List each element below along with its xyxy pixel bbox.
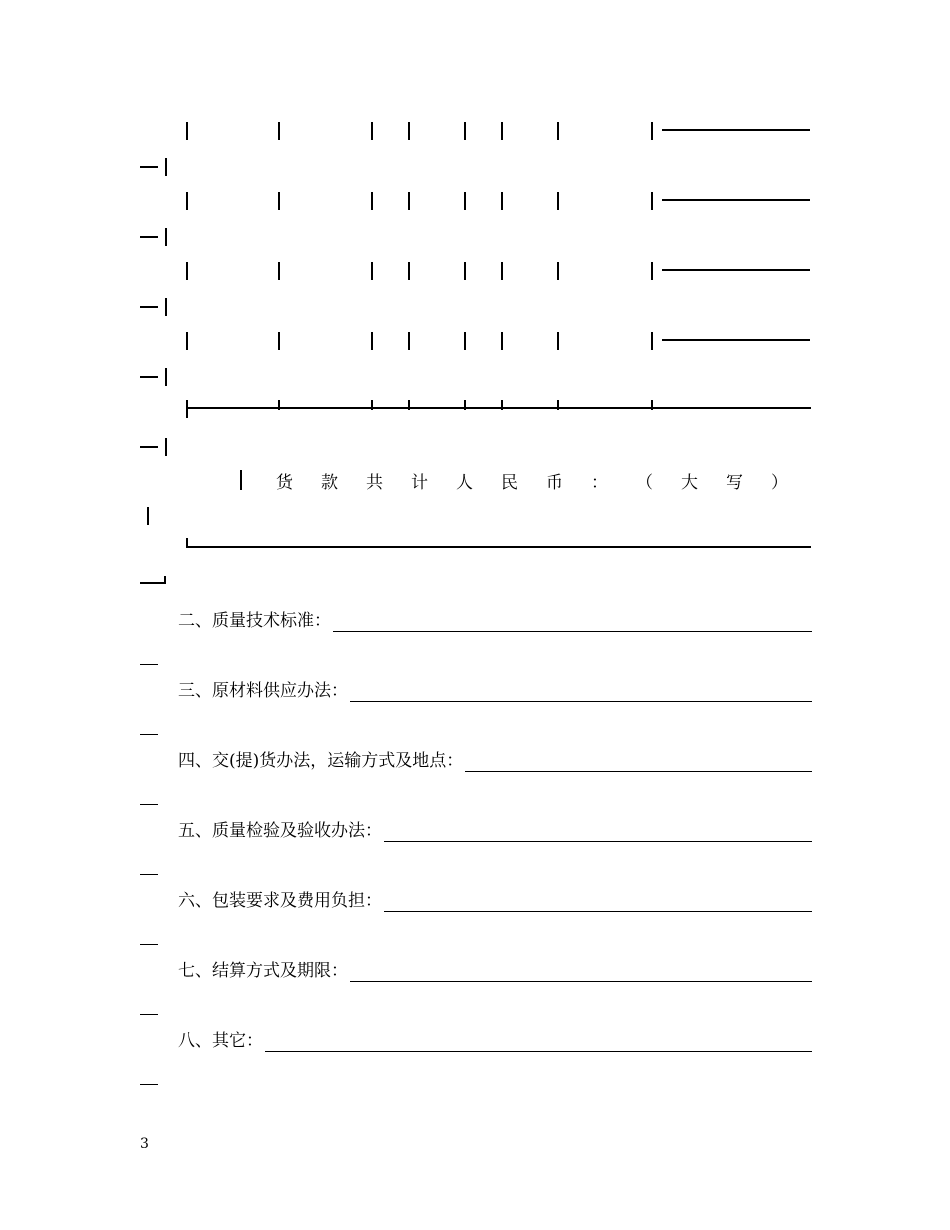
table-cell-divider (501, 332, 503, 350)
table-cell-divider (651, 122, 653, 140)
section-other (178, 1028, 812, 1052)
table-divider-tick (371, 400, 373, 410)
total-row-wrap-bar (147, 507, 149, 525)
total-char: ） (771, 472, 788, 493)
table-wrap-bar (165, 298, 167, 316)
section-delivery (178, 748, 812, 772)
table-cell-divider (278, 192, 280, 210)
table-divider-tick (408, 400, 410, 410)
wrap-dash (140, 1014, 158, 1015)
table-cell-divider (186, 262, 188, 280)
total-char: 民 (501, 472, 518, 493)
fill-in-line (350, 683, 812, 702)
table-cell-divider (651, 332, 653, 350)
total-char: 大 (681, 472, 698, 493)
wrap-dash (140, 804, 158, 805)
table-wrap-line (140, 446, 158, 448)
table-wrap-line (140, 236, 158, 238)
table-cell-divider (501, 262, 503, 280)
table-cell-divider (371, 122, 373, 140)
table-bottom-border (186, 546, 811, 548)
table-cell-divider (557, 262, 559, 280)
table-cell-divider (557, 192, 559, 210)
total-amount-row (262, 468, 802, 492)
table-cell-divider (278, 332, 280, 350)
page-number: 3 (140, 1136, 149, 1152)
table-cell-divider (408, 262, 410, 280)
total-char: 款 (321, 472, 338, 493)
table-cell-divider (408, 192, 410, 210)
total-row-left-bar (240, 470, 242, 490)
section-label: 六、包装要求及费用负担： (178, 891, 382, 911)
table-cell-divider (371, 192, 373, 210)
table-cell-divider (501, 122, 503, 140)
table-cell-divider (464, 122, 466, 140)
fill-in-line (350, 963, 812, 982)
table-cell-divider (186, 332, 188, 350)
table-cell-divider (464, 332, 466, 350)
table-cell-divider (557, 122, 559, 140)
table-cell-divider (464, 262, 466, 280)
section-label: 七、结算方式及期限： (178, 961, 348, 981)
table-wrap-bar (165, 438, 167, 456)
fill-in-line (384, 823, 812, 842)
table-cell-divider (464, 192, 466, 210)
wrap-dash (140, 874, 158, 875)
table-divider-tick (651, 400, 653, 410)
fill-in-line (333, 613, 812, 632)
table-row-rule (662, 129, 810, 131)
table-cell-divider (651, 192, 653, 210)
wrap-dash (140, 734, 158, 735)
table-row-rule (662, 269, 810, 271)
table-divider-tick (278, 400, 280, 410)
table-bottom-wrap-corner (164, 576, 166, 584)
table-bottom-wrap-line (140, 582, 164, 584)
section-label: 三、原材料供应办法： (178, 681, 348, 701)
total-char: ： (591, 472, 608, 493)
table-divider-left (186, 400, 188, 418)
table-cell-divider (651, 262, 653, 280)
table-cell-divider (408, 332, 410, 350)
total-char: （ (636, 472, 653, 493)
table-wrap-bar (165, 368, 167, 386)
table-divider-tick (501, 400, 503, 410)
total-char: 货 (276, 472, 293, 493)
total-char: 人 (456, 472, 473, 493)
table-cell-divider (186, 192, 188, 210)
fill-in-line (384, 893, 812, 912)
section-settlement (178, 958, 812, 982)
total-char: 计 (411, 472, 428, 493)
table-cell-divider (408, 122, 410, 140)
table-row-rule (662, 199, 810, 201)
table-cell-divider (186, 122, 188, 140)
section-packaging (178, 888, 812, 912)
section-label: 四、交(提)货办法，运输方式及地点： (178, 751, 464, 771)
section-quality-standard (178, 608, 812, 632)
wrap-dash (140, 944, 158, 945)
table-wrap-bar (165, 228, 167, 246)
table-wrap-bar (165, 158, 167, 176)
table-cell-divider (501, 192, 503, 210)
table-wrap-line (140, 306, 158, 308)
table-cell-divider (278, 262, 280, 280)
table-cell-divider (278, 122, 280, 140)
table-divider-tick (464, 400, 466, 410)
table-row-rule (662, 339, 810, 341)
table-cell-divider (371, 262, 373, 280)
table-wrap-line (140, 376, 158, 378)
total-char: 写 (726, 472, 743, 493)
table-cell-divider (557, 332, 559, 350)
fill-in-line (265, 1033, 812, 1052)
total-char: 币 (546, 472, 563, 493)
section-label: 二、质量技术标准： (178, 611, 331, 631)
wrap-dash (140, 1084, 158, 1085)
table-divider-tick (557, 400, 559, 410)
section-raw-material (178, 678, 812, 702)
section-label: 八、其它： (178, 1031, 263, 1051)
section-label: 五、质量检验及验收办法： (178, 821, 382, 841)
section-inspection (178, 818, 812, 842)
table-wrap-line (140, 166, 158, 168)
wrap-dash (140, 664, 158, 665)
fill-in-line (465, 753, 812, 772)
table-cell-divider (371, 332, 373, 350)
total-char: 共 (366, 472, 383, 493)
